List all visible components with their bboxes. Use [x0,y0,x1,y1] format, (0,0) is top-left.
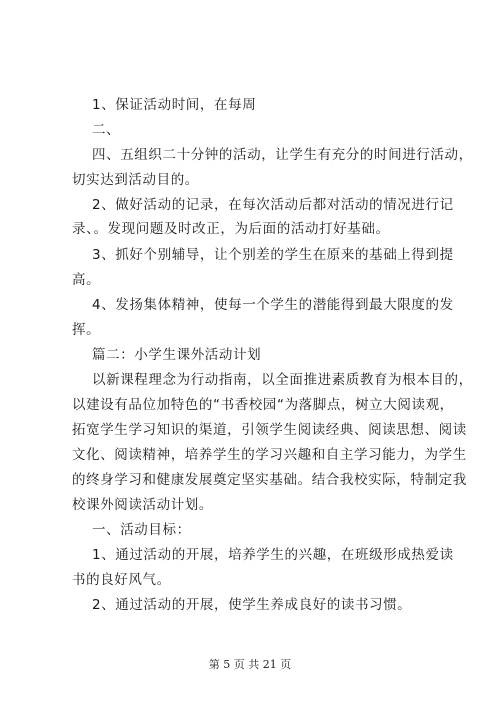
page-footer: 第 5 页 共 21 页 [208,658,292,671]
text-line: 拓宽学生学习知识的渠道，引领学生阅读经典、阅读思想、阅读 [72,422,467,438]
text-line: 挥。 [72,322,101,338]
text-line: 四、五组织二十分钟的活动，让学生有充分的时间进行活动， [92,147,473,163]
text-line: 4、发扬集体精神，使每一个学生的潜能得到最大限度的发 [92,297,454,313]
text-line: 录、。发现问题及时改正，为后面的活动打好基础。 [72,221,390,237]
text-line: 的终身学习和健康发展奠定坚实基础。结合我校实际，特制定我 [72,472,467,488]
text-line: 以建设有品位加特色的“书香校园“为落脚点，树立大阅读观， [72,397,454,413]
text-line: 以新课程理念为行动指南，以全面推进素质教育为根本目的， [92,372,473,388]
text-line: 校课外阅读活动计划。 [72,497,213,513]
text-line: 3、抓好个别辅导，让个别差的学生在原来的基础上得到提 [92,247,454,263]
text-line: 文化、阅读精神，培养学生的学习兴趣和自主学习能力，为学生 [72,447,467,463]
text-line: 1、保证活动时间，在每周 [92,97,257,113]
text-line: 高。 [72,272,101,288]
subsection-heading: 一、活动目标： [92,522,191,538]
text-line: 二、 [92,122,121,138]
text-line: 1、通过活动的开展，培养学生的兴趣，在班级形成热爱读 [92,547,454,563]
text-line: 2、做好活动的记录，在每次活动后都对活动的情况进行记 [92,197,454,213]
text-line: 2、通过活动的开展，使学生养成良好的读书习惯。 [92,597,412,613]
section-heading: 篇二：小学生课外活动计划 [92,347,262,363]
text-line: 切实达到活动目的。 [72,172,199,188]
text-line: 书的良好风气。 [72,572,171,588]
